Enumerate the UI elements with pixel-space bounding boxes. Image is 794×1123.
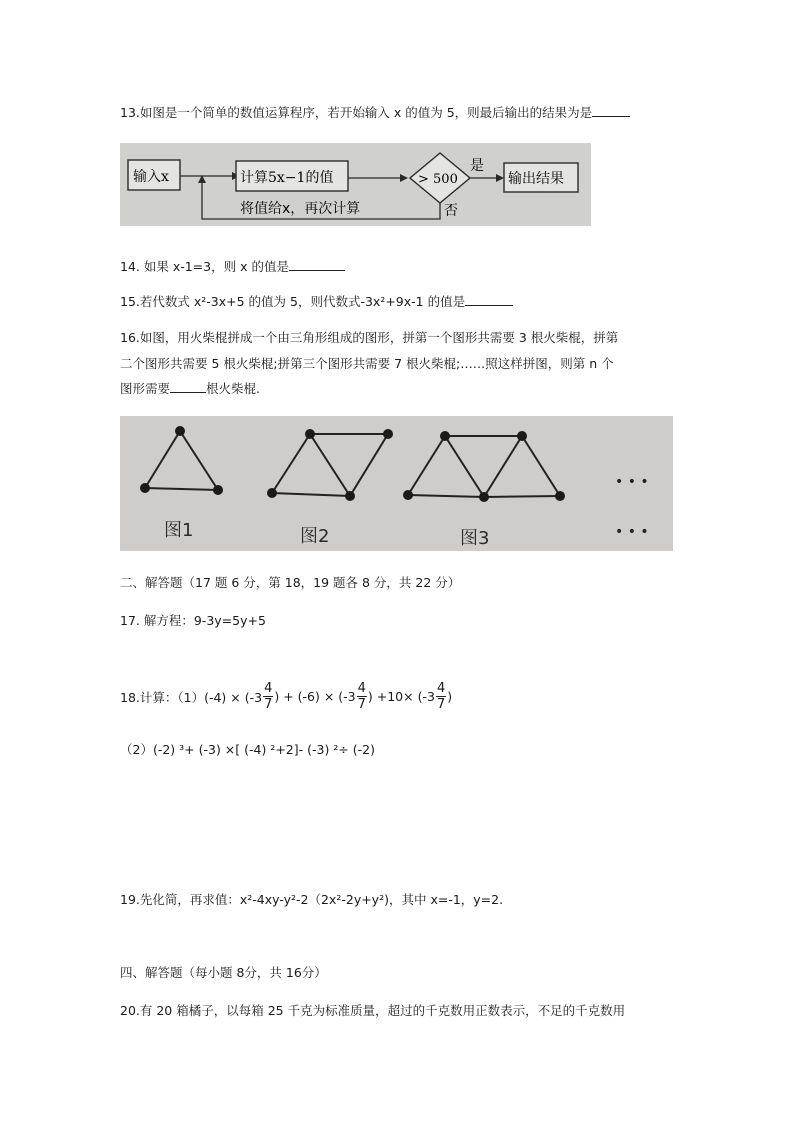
q18-fraction-3 bbox=[436, 682, 446, 711]
q17-text: 17. 解方程：9-3y=5y+5 bbox=[120, 613, 266, 628]
q14-text: 14. 如果 x-1=3，则 x 的值是 bbox=[120, 259, 289, 274]
figure-3-label: 图3 bbox=[460, 528, 490, 549]
figure-1-label: 图1 bbox=[164, 520, 194, 541]
section4-title: 四、解答题（每小题 8分，共 16分） bbox=[120, 965, 327, 980]
flowchart-image bbox=[120, 143, 591, 226]
q18-frac3-den: 7 bbox=[436, 697, 446, 712]
q15-text: 15.若代数式 x²-3x+5 的值为 5，则代数式-3x²+9x-1 的值是 bbox=[120, 294, 466, 309]
q18-frac1-num: 4 bbox=[264, 681, 273, 696]
output-label: 输出结果 bbox=[508, 171, 564, 187]
q14-text-line bbox=[120, 257, 345, 275]
q15-text-line bbox=[120, 292, 513, 310]
continuation-dots-bottom: • • • bbox=[615, 524, 649, 540]
q18-fraction-2 bbox=[357, 682, 367, 711]
compute-label: 计算5x−1的值 bbox=[240, 170, 334, 186]
condition-label: > 500 bbox=[418, 172, 458, 187]
q14-answer-blank bbox=[289, 258, 345, 271]
q18-mid2: ) +10× (-3 bbox=[367, 689, 435, 704]
figure-2-label: 图2 bbox=[300, 526, 330, 547]
q16-line3-a: 图形需要 bbox=[120, 381, 171, 396]
q13-text-line bbox=[120, 103, 630, 121]
q16-answer-blank bbox=[170, 380, 206, 393]
q18-part2: （2）(-2) ³+ (-3) ×[ (-4) ²+2]- (-3) ²÷ (-2) bbox=[120, 742, 375, 757]
q18-line1 bbox=[120, 682, 452, 711]
q18-mid1: ) + (-6) × (-3 bbox=[274, 689, 356, 704]
q16-line1: 16.如图，用火柴棍拼成一个由三角形组成的图形，拼第一个图形共需要 3 根火柴棍，拼第 bbox=[120, 330, 619, 345]
q18-frac3-num: 4 bbox=[436, 681, 446, 696]
q18-frac2-den: 7 bbox=[357, 697, 366, 712]
q16-line2: 二个图形共需要 5 根火柴棍;拼第三个图形共需要 7 根火柴棍;……照这样拼图，则第 n 个 bbox=[120, 356, 614, 371]
matchstick-image bbox=[120, 416, 673, 551]
continuation-dots-top: • • • bbox=[615, 474, 649, 490]
q16-line3 bbox=[120, 379, 260, 397]
q18-frac2-num: 4 bbox=[357, 681, 366, 696]
q18-fraction-1 bbox=[263, 682, 273, 711]
q13-answer-blank bbox=[592, 104, 630, 117]
q16-line3-b: 根火柴棍. bbox=[206, 381, 260, 396]
section2-title: 二、解答题（17 题 6 分，第 18，19 题各 8 分，共 22 分） bbox=[120, 575, 461, 590]
q18-frac1-den: 7 bbox=[264, 697, 273, 712]
q20-text: 20.有 20 箱橘子，以每箱 25 千克为标准质量，超过的千克数用正数表示，不足的千克数用 bbox=[120, 1003, 626, 1018]
q18-suffix: ) bbox=[447, 689, 453, 704]
matchstick-svg bbox=[120, 416, 673, 551]
q13-text: 13.如图是一个简单的数值运算程序，若开始输入 x 的值为 5，则最后输出的结果为是 bbox=[120, 105, 593, 120]
flowchart-svg bbox=[120, 143, 591, 226]
q18-prefix: 18.计算：（1）(-4) × (-3 bbox=[120, 689, 263, 705]
no-label: 否 bbox=[444, 203, 458, 219]
input-label: 输入x bbox=[133, 169, 169, 185]
q15-answer-blank bbox=[465, 293, 513, 306]
yes-label: 是 bbox=[470, 158, 484, 174]
loop-label: 将值给x，再次计算 bbox=[240, 201, 361, 217]
q19-text: 19.先化简，再求值：x²-4xy-y²-2（2x²-2y+y²)，其中 x=-1，y=2. bbox=[120, 892, 504, 907]
